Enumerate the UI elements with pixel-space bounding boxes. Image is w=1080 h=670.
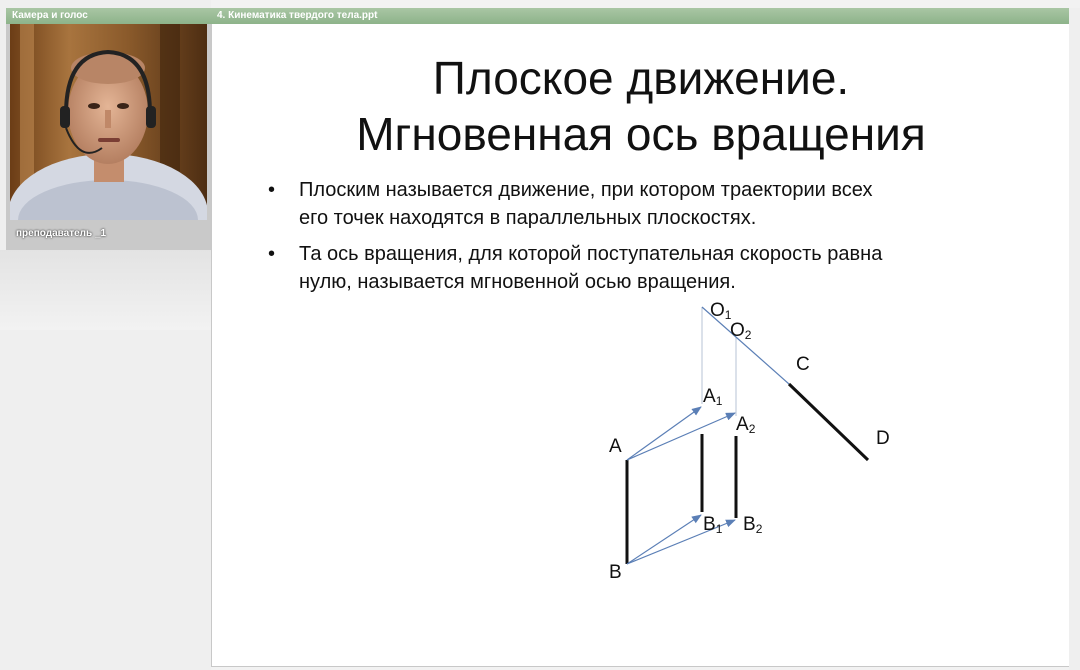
camera-frame bbox=[6, 24, 211, 250]
label-d: D bbox=[876, 428, 890, 449]
label-b: B bbox=[609, 562, 622, 583]
right-margin bbox=[1069, 8, 1080, 670]
bullet-marker: • bbox=[268, 179, 276, 201]
bullet-line: Та ось вращения, для которой поступательная скорость равна bbox=[299, 243, 883, 265]
bullet-line: нулю, называется мгновенной осью вращения. bbox=[299, 271, 736, 293]
label-b2: B2 bbox=[743, 514, 763, 536]
slide-title-line-2: Мгновенная ось вращения bbox=[356, 108, 926, 160]
label-c: C bbox=[796, 354, 810, 375]
label-b1: B1 bbox=[703, 514, 723, 536]
bullet-line: Плоским называется движение, при котором траектории всех bbox=[299, 179, 873, 201]
label-o1: O1 bbox=[710, 300, 732, 322]
camera-caption: преподаватель _1 bbox=[16, 228, 107, 239]
camera-panel bbox=[0, 0, 211, 670]
bullet-marker: • bbox=[268, 243, 276, 265]
segment-cd bbox=[789, 384, 868, 460]
webcam-image bbox=[10, 24, 207, 220]
arrow-a-a1 bbox=[627, 407, 701, 460]
label-a1: A1 bbox=[703, 386, 723, 408]
plane-motion-diagram bbox=[212, 24, 1070, 667]
bullet-line: его точек находятся в параллельных плоскостях. bbox=[299, 207, 757, 229]
slide bbox=[211, 24, 1069, 667]
camera-panel-shadow bbox=[0, 250, 211, 330]
label-a2: A2 bbox=[736, 414, 756, 436]
label-a: A bbox=[609, 436, 622, 457]
label-o2: O2 bbox=[730, 320, 752, 342]
camera-panel-title: Камера и голос bbox=[6, 8, 211, 24]
webcam-video[interactable] bbox=[10, 24, 207, 220]
presentation-title: 4. Кинематика твердого тела.ppt bbox=[211, 8, 1069, 24]
slide-title-line-1: Плоское движение. bbox=[432, 52, 850, 104]
arrow-b-b1 bbox=[627, 515, 701, 564]
arrow-a-a2 bbox=[627, 413, 735, 460]
